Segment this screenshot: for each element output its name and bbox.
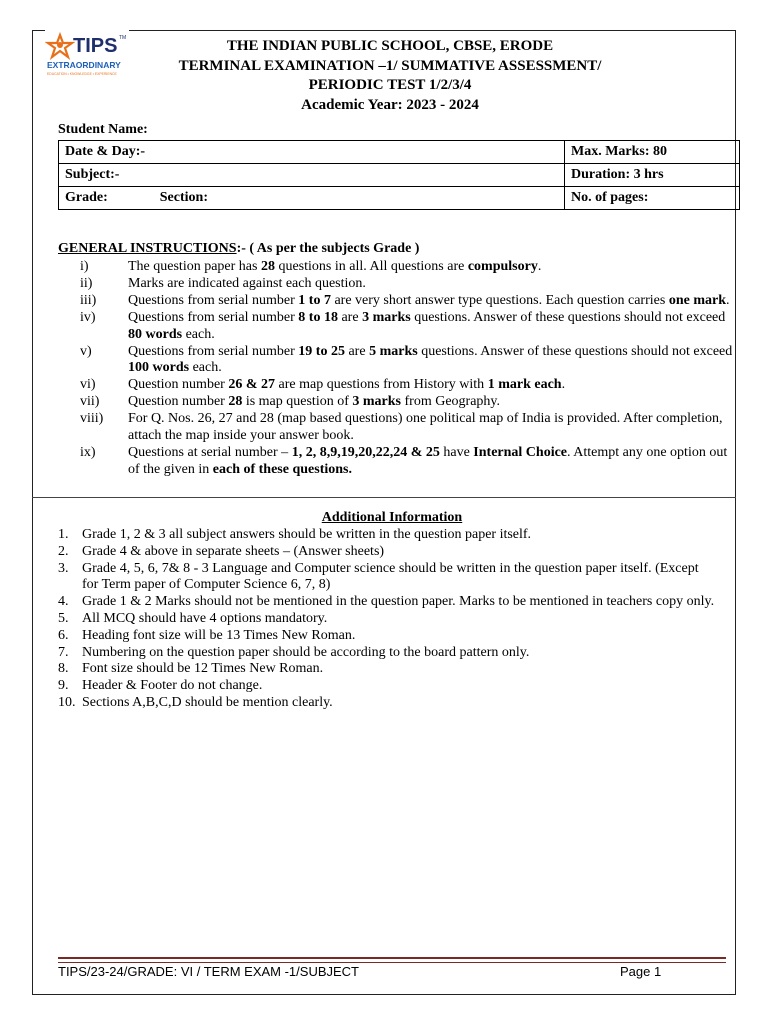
list-item xyxy=(58,561,718,595)
list-item-text: Grade 1 & 2 Marks should not be mentioned in the question paper. Marks to be mentioned in teachers copy only. xyxy=(82,594,715,610)
list-item-text: Font size should be 12 Times New Roman. xyxy=(82,661,324,677)
list-item xyxy=(58,293,738,310)
list-item-text: Questions from serial number 1 to 7 are very short answer type questions. Each question carries one mark. xyxy=(128,292,730,308)
subject-cell: Subject:- xyxy=(59,164,565,187)
additional-information-heading: Additional Information xyxy=(321,510,463,525)
exam-info-table xyxy=(58,140,740,210)
svg-text:TM: TM xyxy=(119,35,127,41)
list-item-number: iv) xyxy=(80,309,96,325)
list-item-text: Grade 1, 2 & 3 all subject answers should be written in the question paper itself. xyxy=(82,527,532,542)
section-label: Section: xyxy=(159,190,208,205)
page-number: Page 1 xyxy=(620,964,662,979)
exam-title: TERMINAL EXAMINATION –1/ SUMMATIVE ASSESSMENT/ xyxy=(178,57,602,74)
list-item-number: viii) xyxy=(80,411,104,427)
list-item-text: Questions from serial number 8 to 18 are 3 marks questions. Answer of these questions should not exceed 80 words each. xyxy=(128,309,726,342)
list-item-text: For Q. Nos. 26, 27 and 28 (map based questions) one political map of India is provided. After completion, attach the map inside your answer book. xyxy=(128,411,723,444)
list-item xyxy=(58,645,718,662)
general-instructions-heading: GENERAL INSTRUCTIONS:- ( As per the subjects Grade ) xyxy=(58,241,420,256)
academic-year: Academic Year: 2023 - 2024 xyxy=(301,96,479,113)
list-item xyxy=(58,259,738,276)
list-item-number: 8. xyxy=(58,661,69,677)
list-item-number: 2. xyxy=(58,543,69,559)
table-row xyxy=(59,187,740,210)
list-item-text: Grade 4 & above in separate sheets – (Answer sheets) xyxy=(82,543,385,559)
list-item-text: Sections A,B,C,D should be mention clearly. xyxy=(82,694,333,710)
date-day-cell: Date & Day:- xyxy=(59,141,565,164)
logo-brand-text: TIPS xyxy=(73,35,118,57)
list-item-number: 1. xyxy=(58,527,69,542)
list-item-number: ix) xyxy=(80,444,96,460)
footer-rule xyxy=(58,957,726,959)
list-item-number: vi) xyxy=(80,377,96,393)
list-item xyxy=(58,445,738,479)
exam-subtitle: PERIODIC TEST 1/2/3/4 xyxy=(308,77,472,93)
list-item xyxy=(58,394,738,411)
list-item-number: 4. xyxy=(58,594,69,610)
duration-cell: Duration: 3 hrs xyxy=(565,164,740,187)
list-item xyxy=(58,678,718,695)
list-item-number: 7. xyxy=(58,644,69,660)
table-row xyxy=(59,164,740,187)
list-item xyxy=(58,695,718,712)
list-item xyxy=(58,594,718,611)
footer-rule-thin xyxy=(58,962,726,963)
list-item-number: 10. xyxy=(58,694,76,710)
list-item xyxy=(58,544,718,561)
list-item xyxy=(58,411,738,445)
list-item-text: Numbering on the question paper should be according to the board pattern only. xyxy=(82,644,530,660)
list-item-number: ii) xyxy=(80,275,93,291)
list-item-text: Question number 26 & 27 are map questions from History with 1 mark each. xyxy=(128,377,566,393)
school-name: THE INDIAN PUBLIC SCHOOL, CBSE, ERODE xyxy=(226,38,554,54)
table-row xyxy=(59,141,740,164)
logo-subline: EDUCATION • KNOWLEDGE • EXPERIENCE xyxy=(47,72,117,76)
list-item-text: The question paper has 28 questions in all. All questions are compulsory. xyxy=(128,259,542,274)
list-item-number: 9. xyxy=(58,678,69,694)
list-item-text: Marks are indicated against each question. xyxy=(128,275,366,291)
list-item-text: Questions at serial number – 1, 2, 8,9,19,20,22,24 & 25 have Internal Choice. Attempt any one option out of the given in each of these questions. xyxy=(128,444,728,477)
section-divider xyxy=(32,497,736,498)
list-item xyxy=(58,611,718,628)
exam-header xyxy=(130,37,650,115)
grade-section-cell xyxy=(59,187,565,210)
list-item xyxy=(58,310,738,344)
list-item-text: Grade 4, 5, 6, 7& 8 - 3 Language and Computer science should be written in the question paper itself. (Except for Term paper of Computer Science 6, 7, 8) xyxy=(82,560,699,593)
list-item-text: Questions from serial number 19 to 25 are 5 marks questions. Answer of these questions should not exceed 100 words each. xyxy=(128,343,733,376)
list-item-number: vii) xyxy=(80,394,100,410)
list-item-text: Header & Footer do not change. xyxy=(82,678,263,694)
list-item-number: i) xyxy=(80,259,89,274)
grade-label: Grade: xyxy=(65,190,108,205)
list-item xyxy=(58,344,738,378)
max-marks-cell: Max. Marks: 80 xyxy=(565,141,740,164)
list-item-number: iii) xyxy=(80,292,97,308)
list-item xyxy=(58,661,718,678)
list-item xyxy=(58,276,738,293)
list-item xyxy=(58,377,738,394)
logo-tagline: EXTRAORDINARY xyxy=(47,60,121,70)
list-item-text: Question number 28 is map question of 3 marks from Geography. xyxy=(128,394,501,410)
general-instructions-list xyxy=(58,259,738,479)
school-logo xyxy=(45,28,129,80)
list-item xyxy=(58,527,718,544)
student-name-label: Student Name: xyxy=(58,122,148,137)
list-item xyxy=(58,628,718,645)
list-item-text: All MCQ should have 4 options mandatory. xyxy=(82,610,328,626)
additional-information-list xyxy=(58,527,718,712)
footer-reference: TIPS/23-24/GRADE: VI / TERM EXAM -1/SUBJECT xyxy=(58,964,359,979)
list-item-number: 5. xyxy=(58,610,69,626)
list-item-number: 6. xyxy=(58,627,69,643)
list-item-text: Heading font size will be 13 Times New Roman. xyxy=(82,627,356,643)
list-item-number: 3. xyxy=(58,560,69,576)
list-item-number: v) xyxy=(80,343,92,359)
pages-cell: No. of pages: xyxy=(565,187,740,210)
